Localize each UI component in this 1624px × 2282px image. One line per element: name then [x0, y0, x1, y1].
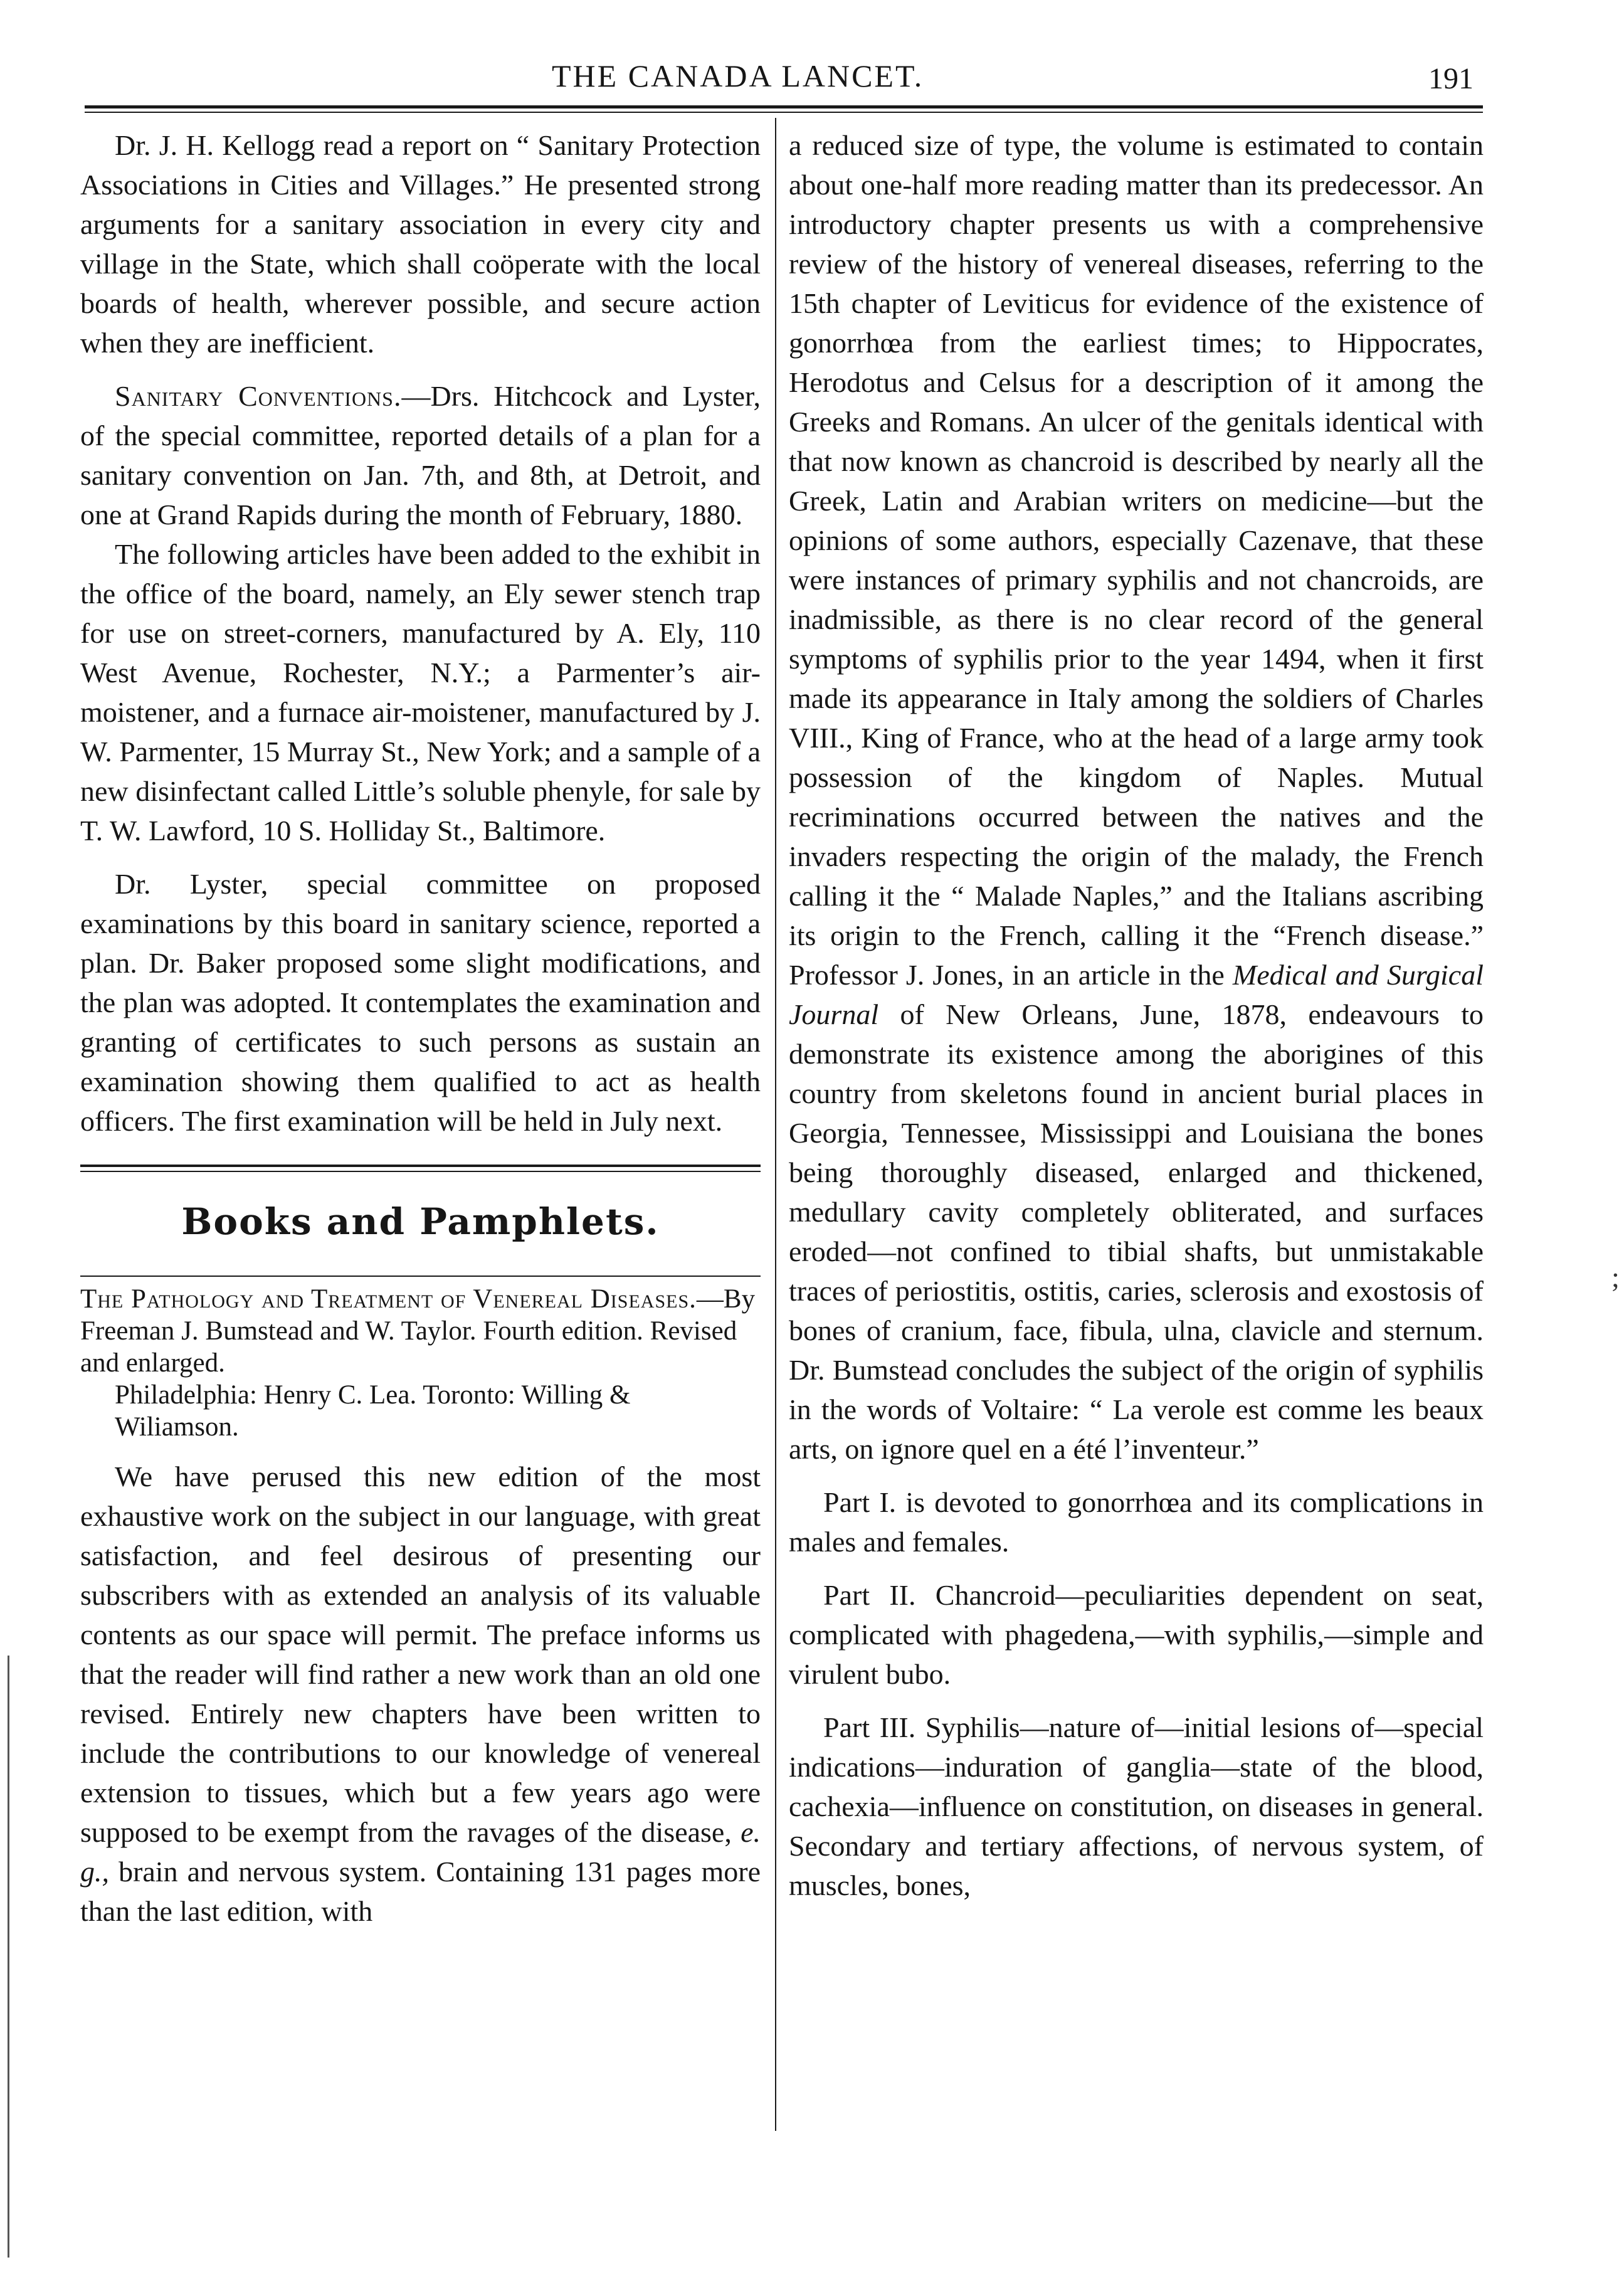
conventions-paragraph [80, 376, 761, 534]
part-2-paragraph: Part II. Chancroid—peculiarities dependent on seat, complicated with phagedena,—with syphilis,—simple and virulent bubo. [789, 1579, 1484, 1690]
continuation-paragraph [789, 125, 1484, 1469]
journal-name: Medical and Surgical Journal [789, 959, 1484, 1030]
part-3-paragraph: Part III. Syphilis—nature of—initial lesions of—special indications—induration of ganglia—state of the blood, cachexia—influence on constitution, on diseases in general. Secondary and tertiary affections, of nervous system, of muscles, bones, [789, 1711, 1484, 1901]
section-title: Books and Pamphlets. [181, 1200, 660, 1243]
left-column [80, 125, 761, 1931]
right-column [789, 125, 1484, 1905]
review-byline: —By Freeman J. Bumstead and W. Taylor. Fourth edition. Revised and enlarged. [80, 1284, 756, 1378]
kellogg-paragraph: Dr. J. H. Kellogg read a report on “ Sanitary Protection Associations in Cities and Villages.” He presented strong arguments for a sanitary association in every city and village in the State, which shall coöperate with the local boards of health, wherever possible, and secure action when they are inefficient. [80, 129, 761, 359]
eg-abbreviation: e. g., [80, 1816, 761, 1888]
running-title: THE CANADA LANCET. [552, 58, 924, 93]
review-heading [80, 1283, 761, 1443]
articles-paragraph: The following articles have been added to the exhibit in the office of the board, namely, an Ely sewer stench trap for use on street-corners, manufactured by A. Ely, 110 West Avenue, Rochester, N.Y.; a Parmenter’s air-moistener, and a furnace air-moistener, manufactured by J. W. Parmenter, 15 Murray St., New York; and a sample of a new disinfectant called Little’s soluble phenyle, for sale by T. W. Lawford, 10 S. Holliday St., Baltimore. [80, 538, 761, 847]
review-publisher: Philadelphia: Henry C. Lea. Toronto: Willing & Wiliamson. [115, 1380, 631, 1442]
header-rule-thin [85, 112, 1483, 113]
review-text-1: We have perused this new edition of the most exhaustive work on the subject in our language, with great satisfaction, and feel desirous of presenting our subscribers with as extended an analysis of its valuable contents as our space will permit. The preface informs us that the reader will find rather a new work than an old one revised. Entirely new chapters have been written to include the contributions to our knowledge of venereal extension to tissues, which but a few years ago were supposed to be exempt from the ravages of the disease, [80, 1461, 761, 1848]
review-text-1-end: brain and nervous system. Containing 131 pages more than the last edition, with [80, 1856, 761, 1927]
part-1-paragraph: Part I. is devoted to gonorrhœa and its complications in males and females. [789, 1486, 1484, 1558]
page-number: 191 [1428, 62, 1474, 95]
column-divider [775, 118, 776, 2131]
title-underline [80, 1276, 761, 1277]
section-rule-thick [80, 1165, 761, 1167]
review-paragraph-1 [80, 1457, 761, 1931]
lyster-paragraph: Dr. Lyster, special committee on proposed examinations by this board in sanitary science, reported a plan. Dr. Baker proposed some slight modifications, and the plan was adopted. It contemplates the examination and granting of certificates to such persons as sustain an examination showing them qualified to act as health officers. The first examination will be held in July next. [80, 868, 761, 1137]
review-title: The Pathology and Treatment of Venereal Diseases. [80, 1284, 697, 1314]
continuation-text-2: of New Orleans, June, 1878, endeavours to demonstrate its existence among the aborigines of this country from skeletons found in ancient burial places in Georgia, Tennessee, Mississippi and Louisiana the bones being thoroughly diseased, enlarged and thickened, medullary cavity completely obliterated, and surfaces eroded—not confined to tibial shafts, but unmistakable traces of periostitis, ostitis, caries, sclerosis and exostosis of bones of cranium, face, fibula, ulna, clavicle and sternum. Dr. Bumstead concludes the subject of the origin of syphilis in the words of Voltaire: “ La verole est comme les beaux arts, on ignore quel en a été l’inventeur.” [789, 998, 1484, 1465]
conventions-label: Sanitary Conventions. [115, 380, 402, 412]
conventions-text: —Drs. Hitchcock and Lyster, of the special committee, reported details of a plan for a sanitary convention on Jan. 7th, and 8th, at Detroit, and one at Grand Rapids during the month of February, 1880. [80, 380, 761, 531]
margin-scan-line [8, 1656, 9, 2258]
margin-mark: ; [1611, 1261, 1620, 1293]
section-rule-thin [80, 1171, 761, 1172]
section-title-rule [80, 1270, 761, 1283]
continuation-text-1: a reduced size of type, the volume is estimated to contain about one-half more reading matter than its predecessor. An introductory chapter presents us with a comprehensive review of the history of venereal diseases, referring to the 15th chapter of Leviticus for evidence of the existence of gonorrhœa from the earliest times; to Hippocrates, Herodotus and Celsus for a description of it among the Greeks and Romans. An ulcer of the genitals identical with that now known as chancroid is described by nearly all the Greek, Latin and Arabian writers on medicine—but the opinions of some authors, especially Cazenave, that these were instances of primary syphilis and not chancroids, are inadmissible, as there is no clear record of the general symptoms of syphilis prior to the year 1494, when it first made its appearance in Italy among the soldiers of Charles VIII., King of France, who at the head of a large army took possession of the kingdom of Naples. Mutual recriminations occurred between the natives and the invaders respecting the origin of the malady, the French calling it the “ Malade Naples,” and the Italians ascribing its origin to the French, calling it the “French disease.” Professor J. Jones, in an article in the [789, 129, 1484, 991]
section-divider [80, 1157, 761, 1178]
header-rule-thick [85, 105, 1483, 108]
